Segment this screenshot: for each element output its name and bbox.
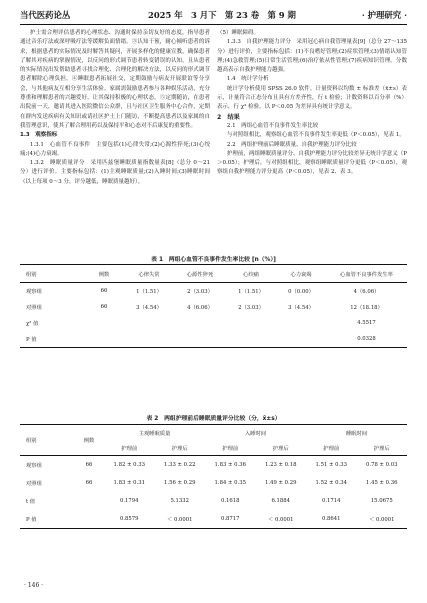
table-cell [74, 492, 104, 510]
paragraph: 护理前，两组睡眠质量评分、自我护理能力评分比较差异无统计学意义（P＞0.05）；护理后，与对照组相比，观察组睡眠质量评分更低（P＜0.05），观察组自我护理能力评分更高（P＜0.05），见表 2、表 3。 [217, 150, 407, 176]
table-cell: 0.8717 [205, 510, 256, 529]
table-cell [124, 331, 174, 348]
table-cell [174, 331, 226, 348]
table-cell: 4（6.06） [353, 289, 380, 295]
table-cell: 1.45 ± 0.36 [366, 480, 398, 486]
table1-header-row [20, 265, 407, 283]
section-heading: 2 结果 [217, 113, 240, 121]
table-cell: 66 [100, 304, 108, 310]
table-cell: 1.82 ± 0.33 [113, 462, 145, 468]
table-cell: 4（6.06） [187, 305, 213, 311]
table-cell: 6.1884 [271, 498, 291, 504]
table-cell: 15.0675 [370, 498, 393, 504]
table-cell: 66 [85, 462, 93, 468]
table-cell: 66 [85, 480, 93, 486]
table-cell: 0.1714 [321, 498, 341, 504]
table2-subheader: 护理前 [205, 440, 256, 456]
table-cell: 66 [100, 288, 108, 294]
table-cell: 1（1.51） [238, 289, 264, 295]
table-cell: 0（0.00） [288, 289, 314, 295]
table-cell: P 值 [20, 331, 84, 348]
table-cell: 3（4.54） [136, 305, 162, 311]
table2-group-col-header: 组别 [20, 425, 74, 456]
table-cell: 2（3.03） [238, 305, 264, 311]
table-cell [226, 331, 276, 348]
table-cell: 1.23 ± 0.18 [265, 462, 297, 468]
table1-header: 组别 [20, 265, 84, 283]
table-cell: χ² 值 [26, 321, 39, 327]
table-cell: 1.49 ± 0.29 [265, 480, 297, 486]
table-row [20, 456, 407, 475]
table1-header: 心血管不良事件发生率 [326, 265, 407, 283]
table-cell: 2（3.03） [187, 289, 213, 295]
table2-count-col-header: 例数 [74, 425, 104, 456]
table2-title: 表 2 两组护理前后睡眠质量评分比较（分，x̄±s） [146, 416, 281, 422]
table2-group-header: 睡眠时间 [306, 425, 407, 441]
left-column [20, 29, 210, 187]
table2-subheader: 护理前 [306, 440, 357, 456]
table-cell: 0.1618 [220, 498, 240, 504]
table-row [20, 510, 407, 529]
table-cell: 0.8579 [104, 510, 155, 529]
table-cell [276, 315, 326, 331]
table2-subheader: 护理后 [256, 440, 307, 456]
paragraph: 与对照组相比，观察组心血管不良事件发生率更低（P＜0.05），见表 1。 [226, 132, 405, 139]
table2-subheader: 护理后 [357, 440, 408, 456]
paragraph: 1.3.1 心血管不良事件 主要包括(1)心律失常;(2)心源性猝死;(3)心绞痛;(4)心力衰竭。 [20, 141, 210, 157]
paragraph: 1.3.2 睡眠质量评分 采用匹兹堡睡眠质量指数量表[8]（总分 0～21 分）进行评价。主要指标包括：(1)主观睡眠质量;(2)入睡时间;(3)睡眠时间（以上每项 0～3 分，评分越低，睡眠质量越好）。 [20, 160, 210, 185]
paragraph: 1.4 统计学分析 [226, 76, 269, 83]
table2-group-header: 入睡时间 [205, 425, 306, 441]
table-row [20, 283, 407, 300]
issue-info: 2025 年 3 月下 第 23 卷 第 9 期 [148, 10, 296, 20]
table-cell [276, 331, 326, 348]
table2 [20, 424, 407, 529]
running-header [20, 8, 407, 23]
table-cell: 1.52 ± 0.34 [315, 480, 347, 486]
table1-header: 心绞痛 [226, 265, 276, 283]
table-cell: 0.78 ± 0.03 [366, 462, 398, 468]
table-cell: t 值 [26, 499, 36, 505]
table1-header: 心力衰竭 [276, 265, 326, 283]
table-cell: 观察组 [26, 463, 42, 469]
page-number: · 146 · [24, 582, 44, 589]
paragraph: （5）睡眠障碍。 [217, 30, 259, 36]
table-cell: 4.5517 [357, 320, 376, 326]
table-cell: 对照组 [26, 481, 42, 487]
table2-subheader: 护理前 [104, 440, 155, 456]
table-row [20, 492, 407, 510]
paragraph: 2.1 两组心血管不良事件发生率比较 [226, 122, 319, 129]
table-cell: 1（1.51） [136, 289, 162, 295]
table-cell [84, 331, 124, 348]
table-cell: 1.56 ± 0.29 [164, 480, 196, 486]
table-cell: 3（4.54） [288, 305, 314, 311]
table-cell: 12（18.18） [350, 305, 383, 311]
table-cell: 1.33 ± 0.22 [164, 462, 196, 468]
table-cell [74, 510, 104, 529]
table2-group-header-row [20, 425, 407, 441]
table-cell: P 值 [20, 510, 74, 529]
column-name: · 护理研究 · [361, 10, 407, 20]
table-cell: 0.0328 [326, 331, 407, 348]
table-cell: 5.1332 [170, 498, 190, 504]
table2-group-header: 主观睡眠质量 [104, 425, 205, 441]
table-cell: 1.83 ± 0.36 [214, 462, 246, 468]
table-cell [84, 315, 124, 331]
section-heading: 1.3 观察指标 [20, 132, 58, 139]
table-cell: 1.83 ± 0.31 [113, 480, 145, 486]
paragraph: 统计学分析使用 SPSS 26.0 软件。计量资料以均数 ± 标准差（x̄±s）表示，计量符合正态分布且具有方差齐性，行 t 检验；计数资料以百分率（%）表示，行 χ² 检验。以 P＜0.05 为差异具有统计学意义。 [217, 85, 407, 111]
table-row [20, 299, 407, 315]
table-cell: 0.1794 [119, 498, 139, 504]
table-cell [174, 315, 226, 331]
paragraph: 1.3.3 自我护理能力评分 采用冠心病自我管理量表[9]（总分 27～135 分）进行评价，主要指标包括：(1)不良嗜好管理;(2)症状管理;(3)情绪认知管理;(4)急救管理;(5)日常生活管理;(6)治疗依从性管理;(7)疾病知识管理。分数越高表示自我护理能力越强。 [217, 39, 407, 74]
table2-subheader: 护理后 [155, 440, 206, 456]
table-cell: 对照组 [26, 305, 42, 311]
table-cell: 1.51 ± 0.33 [315, 462, 347, 468]
table-cell [124, 315, 174, 331]
table1-header: 例数 [84, 265, 124, 283]
table-cell: ＜ 0.0001 [357, 510, 408, 529]
table-cell: ＜ 0.0001 [155, 510, 206, 529]
table1-header: 心源性猝死 [174, 265, 226, 283]
table-cell: 1.84 ± 0.35 [214, 480, 246, 486]
table1-title: 表 1 两组心血管不良事件发生率比较 [n（%）] [151, 257, 276, 263]
table-cell [226, 315, 276, 331]
table-cell: 0.8641 [306, 510, 357, 529]
header-rule [20, 24, 407, 25]
table1-header: 心律失常 [124, 265, 174, 283]
paragraph: 护士需合理评估患者的心理状态、沟通时保持亲切友好的态度，指导患者通过音乐疗法或深呼吸疗法等缓解负面情绪。③认知干预，耐心倾听患者的诉求，根据患者的实际情况及时解答其疑问，开展多样化的健康宣教，确保患者了解其对疾病的掌握情况，以反问的形式调节患者转变错误的认知，且从患者的实际情况出发帮助患者寻找合理化、合理化的解决方法，以反问的形式调节患者解除心理负担。④睡眠患者拓展社交，定期鼓励与病友开展联谊等分享会，与其他病友互相分享生活体验。家属需鼓励患者参与各种娱乐活动，充分尊重和理解患者的兴趣爱好，让其保持积极的心理状态。⑤定期随访，在患者出院前一天，邀请其进入医院微信公众群，且与社区卫生服务中心合作，定期在群内发送疾病有关知识或请社区护士上门随访，不断提高患者以及家属的自我管理意识，使其了解合理用药以及保持平和心态对不后康复的重要性。 [20, 30, 210, 129]
table-row [20, 331, 407, 348]
table-cell: 观察组 [26, 289, 42, 295]
paragraph: 2.2 两组护理前后睡眠质量、自我护理能力评分比较 [226, 141, 357, 148]
right-column [217, 29, 407, 178]
table-row [20, 315, 407, 331]
journal-name: 当代医药论丛 [20, 10, 71, 20]
table-cell: ＜ 0.0001 [256, 510, 307, 529]
table1 [20, 264, 407, 348]
table-row [20, 474, 407, 492]
